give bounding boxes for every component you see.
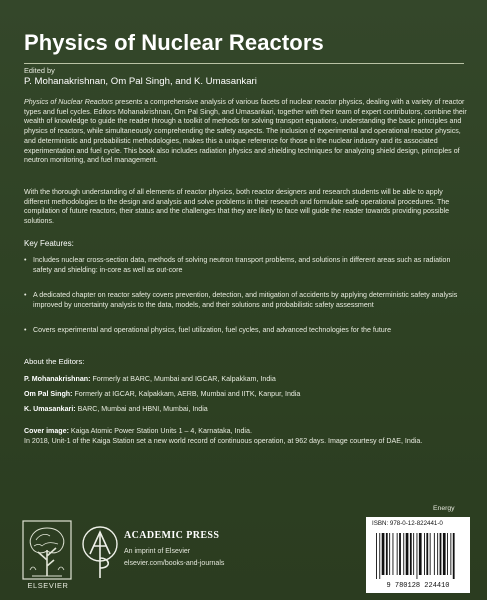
- barcode-bar: [410, 533, 412, 575]
- editor-affiliation: Formerly at IGCAR, Kalpakkam, AERB, Mumbai and IITK, Kanpur, India: [72, 390, 301, 398]
- key-feature-text: A dedicated chapter on reactor safety covers prevention, detection, and mitigation of accidents by applying deterministic safety analysis improved by uncertainty analysis to the data, models, and their solutions and probabilistic safety assessment: [33, 291, 458, 309]
- academic-press-logo-icon: [80, 524, 120, 582]
- barcode-bar: [453, 533, 455, 579]
- barcode-bar: [393, 533, 394, 575]
- book-title: Physics of Nuclear Reactors: [24, 30, 324, 55]
- barcode-bar: [389, 533, 390, 575]
- barcode-bar: [430, 533, 431, 575]
- elsevier-tree-logo-icon: [22, 520, 72, 580]
- barcode-icon: [370, 533, 466, 589]
- editor-affiliation: Formerly at BARC, Mumbai and IGCAR, Kalpakkam, India: [90, 375, 276, 383]
- title-divider: [24, 63, 464, 64]
- elsevier-wordmark: ELSEVIER: [27, 581, 69, 590]
- key-feature-text: Includes nuclear cross-section data, methods of solving neutron transport problems, and solutions in different areas such as radiation safety and shielding: in-core as well as out-core: [33, 256, 451, 274]
- barcode-bar: [426, 533, 428, 575]
- barcode-bar: [379, 533, 380, 579]
- cover-image-note: In 2018, Unit-1 of the Kaiga Station set a new world record of continuous operation, at 962 days. Image courtesy of DAE, India.: [24, 436, 423, 445]
- key-features-heading: Key Features:: [24, 239, 74, 248]
- barcode-bar: [443, 533, 446, 575]
- barcode-bar: [399, 533, 401, 575]
- barcode-bar: [417, 533, 418, 579]
- cover-image-caption: [24, 427, 468, 437]
- publisher-url[interactable]: elsevier.com/books-and-journals: [124, 560, 225, 567]
- barcode-digits: 9 780128 224410: [386, 582, 450, 589]
- barcode-bar: [406, 533, 409, 575]
- description-paragraph-2: With the thorough understanding of all elements of reactor physics, both reactor designers and research students will be able to apply different methodologies to the design and analysis and solve problems in their research and formulate safe operational procedures. The compilation of future reactors, their status and the challenges that they are likely to face will guide the reader towards providing possible solutions.: [24, 188, 450, 226]
- barcode-bar: [424, 533, 425, 575]
- book-title-italic: Physics of Nuclear Reactors: [24, 98, 114, 106]
- barcode-bar: [447, 533, 448, 575]
- bullet-icon: •: [24, 326, 27, 334]
- isbn-barcode-box: [366, 517, 470, 593]
- editor-bio: [24, 390, 300, 398]
- key-feature-text: Covers experimental and operational physics, fuel utilization, fuel cycles, and advanced technologies for the future: [33, 326, 392, 334]
- barcode-bar: [376, 533, 377, 579]
- editor-name: P. Mohanakrishnan:: [24, 375, 91, 383]
- about-editors-heading: About the Editors:: [24, 357, 85, 366]
- description-paragraph-1-text: presents a comprehensive analysis of various facets of nuclear reactor physics, dealing with a variety of reactor types and fuel cycles. Editors Mohanakrishnan, Om Pal Singh, and Umasankari, together with their team of expert contributors, combine their wealth of knowledge to guide the reader through a toolkit of methods for solving transport equations, understanding the basic principles and physics of reactors, while simultaneously comprehending the safety aspects. The inclusion of experimental and operational reactor physics, and deterministic and probabilistic methodologies, makes this a unique reference for those in the nuclear industry and its associated experimentation and fuel cycle. This book also includes radiation physics and shielding techniques for analyzing shield design, principles of neutron monitoring, and fuel management.: [24, 98, 467, 165]
- cover-image-credit: [24, 427, 468, 446]
- cover-image-label: Cover image:: [24, 427, 69, 435]
- barcode-bar: [403, 533, 404, 575]
- editor-bio: [24, 405, 208, 413]
- bullet-icon: •: [24, 291, 27, 299]
- editor-bio: [24, 375, 276, 383]
- academic-press-wordmark: ACADEMIC PRESS: [124, 530, 220, 541]
- editor-affiliation: BARC, Mumbai and HBNI, Mumbai, India: [75, 405, 208, 413]
- barcode-bar: [382, 533, 385, 575]
- imprint-note: An imprint of Elsevier: [124, 548, 191, 555]
- barcode-bar: [413, 533, 414, 575]
- barcode-bar: [437, 533, 438, 575]
- isbn-number: ISBN: 978-0-12-822441-0: [372, 520, 443, 527]
- editor-name: K. Umasankari:: [24, 405, 76, 413]
- bullet-icon: •: [24, 256, 27, 264]
- subject-category: Energy: [433, 505, 455, 512]
- barcode-bar: [434, 533, 435, 575]
- edited-by-label: Edited by: [24, 66, 55, 75]
- editors-names: P. Mohanakrishnan, Om Pal Singh, and K. Umasankari: [24, 76, 257, 87]
- cover-image-description: Kaiga Atomic Power Station Units 1 – 4, Karnataka, India.: [68, 427, 252, 435]
- barcode-bar: [419, 533, 422, 575]
- barcode-bar: [450, 533, 451, 575]
- editor-name: Om Pal Singh:: [24, 390, 73, 398]
- barcode-bar: [386, 533, 388, 575]
- description-paragraph-1: [24, 98, 468, 166]
- barcode-bar: [440, 533, 442, 575]
- barcode-bar: [397, 533, 398, 575]
